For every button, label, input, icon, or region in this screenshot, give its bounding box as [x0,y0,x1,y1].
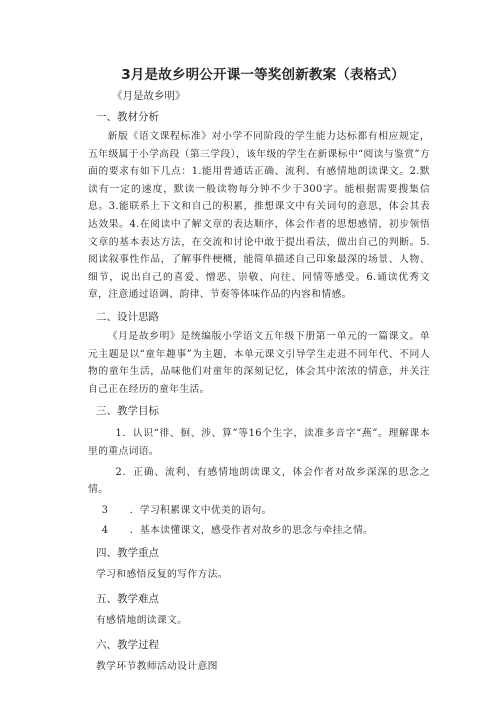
lesson-subtitle: 《月是故乡明》 [112,90,186,102]
section-heading-goals: 三、教学目标 [96,405,159,418]
section-heading-analysis: 一、教材分析 [96,111,159,123]
goal-item-2: 2．正确、流利、有感情地朗读课文，体会作者对故乡深深的思念之情。 [88,466,430,496]
section-heading-design: 二、设计思路 [96,310,159,323]
key-points-text: 学习和感悟反复的写作方法。 [96,568,228,580]
section-heading-difficulties: 五、教学难点 [96,592,159,605]
design-paragraph: 《月是故乡明》是统编版小学语文五年级下册第一单元的一篇课文。单元主题是以“童年趣事”为主题，本单元课文引导学生走进不同年代、不同人物的童年生活，品味他们对童年的深刻记忆，体会其中浓浓的情意，并关注自己正在经历的童年生活。 [88,330,430,395]
analysis-paragraph: 新版《语文课程标准》对小学不同阶段的学生能力达标都有相应规定，五年级属于小学高段（第三学段），该年级的学生在新课标中“阅读与鉴赏”方面的要求有如下几点：1.能用普通话正确、流利、有感情地朗读课文。2.默读有一定的速度，默读一般读物每分钟不少于300字。能根据需要搜集信息。3.能联系上下文和自己的积累，推想课文中有关词句的意思，体会其表达效果。4.在阅读中了解文章的表达顺序，体会作者的思想感情，初步领悟文章的基本表达方法，在交流和讨论中敢于提出看法，做出自己的判断。5.阅读叙事性作品，了解事件梗概，能简单描述自己印象最深的场景、人物、细节，说出自己的喜爱、憎恶、崇敬、向往、同情等感受。6.诵读优秀文章，注意通过语调、韵律、节奏等体味作品的内容和情感。 [88,131,430,301]
section-heading-process: 六、教学过程 [96,638,159,651]
goal-item-4: 4 ．基本读懂课文，感受作者对故乡的思念与牵挂之情。 [101,525,374,537]
section-heading-key-points: 四、教学重点 [96,546,159,559]
goal-item-1: 1．认识“徘、徊、涉、算”等16个生字，读准多音字“燕”。理解课本里的重点词语。 [88,428,430,457]
document-title: 3月是故乡明公开课一等奖创新教案（表格式） [121,67,405,83]
process-table-header: 教学环节教师活动设计意图 [96,660,218,672]
difficulties-text: 有感情地朗读课文。 [96,614,188,626]
goal-item-3: 3 ．学习积累课文中优美的语句。 [101,504,272,516]
